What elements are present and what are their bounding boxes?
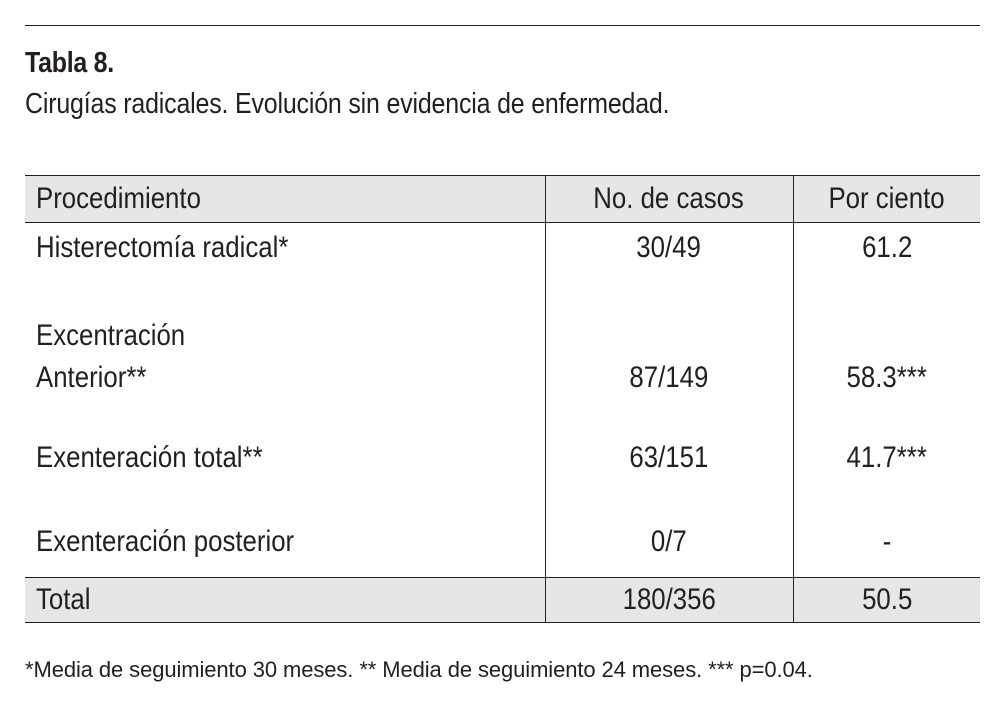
table-row bbox=[25, 223, 980, 316]
cell-casos: 87/149 bbox=[545, 315, 793, 441]
table-row bbox=[25, 441, 980, 525]
cell-casos: 30/49 bbox=[545, 223, 793, 316]
cell-por-ciento: - bbox=[793, 525, 980, 578]
table-title: Tabla 8. bbox=[25, 47, 114, 79]
header-por-ciento: Por ciento bbox=[793, 176, 980, 223]
cell-procedimiento: Excentración Anterior** bbox=[36, 319, 186, 394]
cell-por-ciento: 41.7*** bbox=[793, 441, 980, 525]
header-procedimiento: Procedimiento bbox=[25, 176, 545, 223]
cell-casos: 0/7 bbox=[545, 525, 793, 578]
table-header-row bbox=[25, 176, 980, 223]
cell-total-casos: 180/356 bbox=[545, 578, 793, 623]
cell-procedimiento: Histerectomía radical* bbox=[36, 231, 289, 264]
cell-procedimiento: Exenteración posterior bbox=[36, 525, 295, 558]
table-row bbox=[25, 315, 980, 441]
table-subtitle: Cirugías radicales. Evolución sin evidencia de enfermedad. bbox=[25, 88, 670, 120]
results-table bbox=[25, 175, 980, 623]
cell-total-por-ciento: 50.5 bbox=[793, 578, 980, 623]
cell-procedimiento: Exenteración total** bbox=[36, 441, 263, 474]
table-total-row bbox=[25, 578, 980, 623]
top-rule bbox=[25, 25, 980, 26]
cell-por-ciento: 58.3*** bbox=[793, 315, 980, 441]
table-row bbox=[25, 525, 980, 578]
header-no-de-casos: No. de casos bbox=[545, 176, 793, 223]
table-footnote: *Media de seguimiento 30 meses. ** Media de seguimiento 24 meses. *** p=0.04. bbox=[25, 657, 813, 682]
cell-por-ciento: 61.2 bbox=[793, 223, 980, 316]
cell-casos: 63/151 bbox=[545, 441, 793, 525]
cell-total-label: Total bbox=[25, 578, 545, 623]
